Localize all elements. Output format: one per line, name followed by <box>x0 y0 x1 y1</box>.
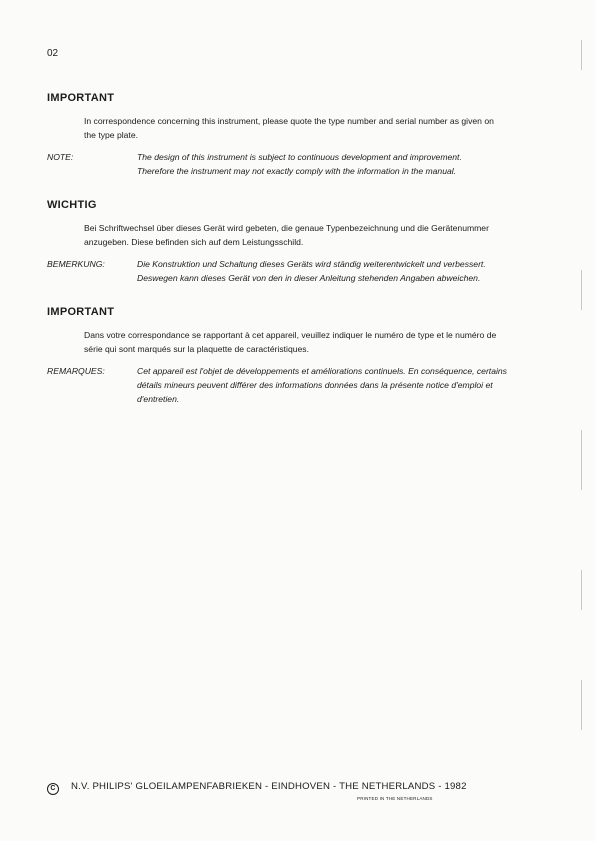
note-text-french <box>137 364 537 406</box>
scan-edge-mark <box>581 570 582 610</box>
body-line: Dans votre correspondance se rapportant à cet appareil, veuillez indiquer le numéro de type et le numéro de <box>84 330 497 340</box>
scan-edge-mark <box>581 680 582 730</box>
body-line: série qui sont marqués sur la plaquette de caractéristiques. <box>84 344 309 354</box>
body-line: Bei Schriftwechsel über dieses Gerät wird gebeten, die genaue Typenbezeichnung und die Gerätenummer <box>84 223 489 233</box>
printed-in-label: PRINTED IN THE NETHERLANDS <box>357 796 433 801</box>
note-line: Cet appareil est l'objet de développements et améliorations continuels. En conséquence, certains <box>137 366 507 376</box>
body-line: the type plate. <box>84 130 138 140</box>
note-line: d'entretien. <box>137 394 180 404</box>
body-line: In correspondence concerning this instrument, please quote the type number and serial number as given on <box>84 116 494 126</box>
note-text-english <box>137 150 537 178</box>
note-line: Die Konstruktion und Schaltung dieses Geräts wird ständig weiterentwickelt und verbessert. <box>137 259 486 269</box>
note-label-french: REMARQUES: <box>47 366 105 376</box>
section-heading-english: IMPORTANT <box>47 92 115 104</box>
section-body-english <box>84 114 534 142</box>
footer-text: N.V. PHILIPS' GLOEILAMPENFABRIEKEN - EINDHOVEN - THE NETHERLANDS - 1982 <box>71 781 467 792</box>
note-line: The design of this instrument is subject to continuous development and improvement. <box>137 152 462 162</box>
page-number: 02 <box>47 48 59 59</box>
note-line: Deswegen kann dieses Gerät von den in dieser Anleitung stehenden Angaben abweichen. <box>137 273 481 283</box>
section-body-german <box>84 221 534 249</box>
section-body-french <box>84 328 534 356</box>
section-heading-german: WICHTIG <box>47 199 97 211</box>
note-line: Therefore the instrument may not exactly comply with the information in the manual. <box>137 166 457 176</box>
note-label-english: NOTE: <box>47 152 74 162</box>
note-text-german <box>137 257 537 285</box>
footer-copyright <box>47 781 467 795</box>
copyright-icon: C <box>47 783 59 795</box>
note-label-german: BEMERKUNG: <box>47 259 105 269</box>
section-heading-french: IMPORTANT <box>47 306 115 318</box>
body-line: anzugeben. Diese befinden sich auf dem Leistungsschild. <box>84 237 304 247</box>
note-line: détails mineurs peuvent différer des informations données dans la présente notice d'emploi et <box>137 380 493 390</box>
scan-edge-mark <box>581 430 582 490</box>
scan-edge-mark <box>581 270 582 310</box>
scan-edge-mark <box>581 40 582 70</box>
